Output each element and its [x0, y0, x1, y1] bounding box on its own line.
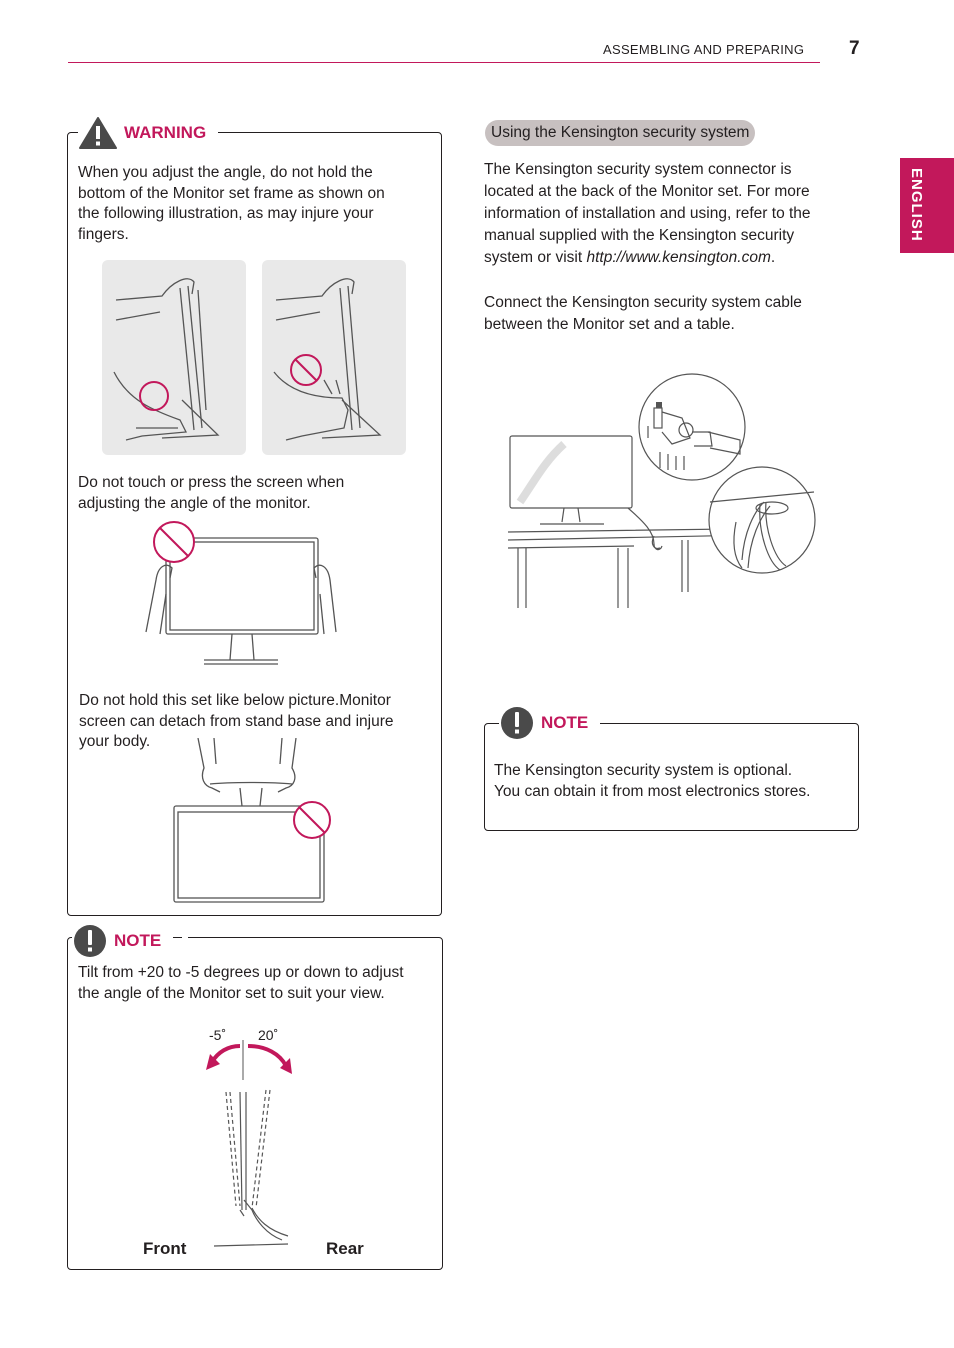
text-fragment: .: [770, 249, 776, 266]
rear-label: Rear: [326, 1239, 364, 1258]
exclamation-icon: [499, 706, 535, 740]
warning-paragraph-2: [78, 473, 344, 514]
illustration-kensington-lock: [504, 372, 820, 612]
text-line: Do not touch or press the screen when: [78, 474, 345, 491]
warning-paragraph-1: [78, 163, 385, 245]
note-tilt-header-rule: [182, 937, 188, 938]
text-line: adjusting the angle of the monitor.: [78, 494, 311, 512]
illustration-hold-stand: [170, 738, 334, 904]
text-line: Tilt from +20 to -5 degrees up or down to adjust: [78, 964, 404, 981]
header-divider: [68, 62, 820, 63]
kensington-url-link[interactable]: http://www.kensington.com: [586, 249, 771, 266]
text-line: [484, 247, 811, 269]
note-kensington-text: [494, 761, 810, 802]
kensington-paragraph-2: [484, 292, 802, 336]
warning-header-rule: [310, 131, 441, 132]
angle-minus-label: -5˚: [209, 1027, 227, 1043]
page-number: 7: [849, 38, 860, 59]
text-line: When you adjust the angle, do not hold the: [78, 164, 373, 181]
text-line: The Kensington security system is optional.: [494, 762, 793, 779]
angle-plus-label: 20˚: [258, 1027, 279, 1043]
illustration-correct-hold: [102, 260, 246, 455]
text-line: fingers.: [78, 225, 129, 243]
warning-header: [78, 116, 218, 150]
note-kensington-label: NOTE: [535, 713, 594, 733]
text-line: the following illustration, as may injure your: [78, 205, 374, 222]
kensington-heading: Using the Kensington security system: [485, 120, 755, 146]
text-line: manual supplied with the Kensington security: [484, 227, 795, 244]
front-label: Front: [143, 1239, 187, 1258]
tilt-arrow-right-icon: [248, 1046, 286, 1066]
illustration-tilt-side: [196, 1040, 306, 1254]
illustration-touch-screen: [140, 520, 350, 670]
note-tilt-text: [78, 963, 404, 1004]
text-line: Do not hold this set like below picture.Monitor: [79, 692, 391, 709]
tilt-arrow-left-icon: [212, 1046, 240, 1062]
text-fragment: system or visit: [484, 249, 587, 266]
kensington-paragraph-1: [484, 159, 811, 269]
text-line: located at the back of the Monitor set. For more: [484, 183, 810, 200]
text-line: your body.: [79, 733, 151, 750]
cable-detail-circle: [709, 467, 815, 573]
text-line: Connect the Kensington security system cable: [484, 294, 802, 311]
text-line: between the Monitor set and a table.: [484, 316, 735, 333]
language-tab-label: ENGLISH: [908, 168, 925, 242]
text-line: screen can detach from stand base and injure: [79, 712, 394, 730]
prohibited-icon: [291, 355, 321, 385]
text-line: the angle of the Monitor set to suit your view.: [78, 984, 385, 1002]
text-line: information of installation and using, refer to the: [484, 205, 811, 222]
language-tab: [900, 158, 954, 253]
text-line: You can obtain it from most electronics stores.: [494, 782, 811, 800]
illustration-wrong-hold: [262, 260, 406, 455]
note-kensington-header: [499, 706, 600, 740]
text-line: The Kensington security system connector is: [484, 161, 792, 178]
warning-label: WARNING: [118, 123, 212, 143]
note-tilt-label: NOTE: [108, 931, 167, 951]
text-line: bottom of the Monitor set frame as shown on: [78, 184, 385, 202]
ok-circle-icon: [140, 382, 168, 410]
section-title: ASSEMBLING AND PREPARING: [603, 42, 805, 57]
prohibited-icon: [294, 802, 330, 838]
prohibited-icon: [154, 522, 194, 562]
warning-triangle-icon: [78, 116, 118, 150]
note-tilt-header: [72, 924, 173, 958]
exclamation-icon: [72, 924, 108, 958]
